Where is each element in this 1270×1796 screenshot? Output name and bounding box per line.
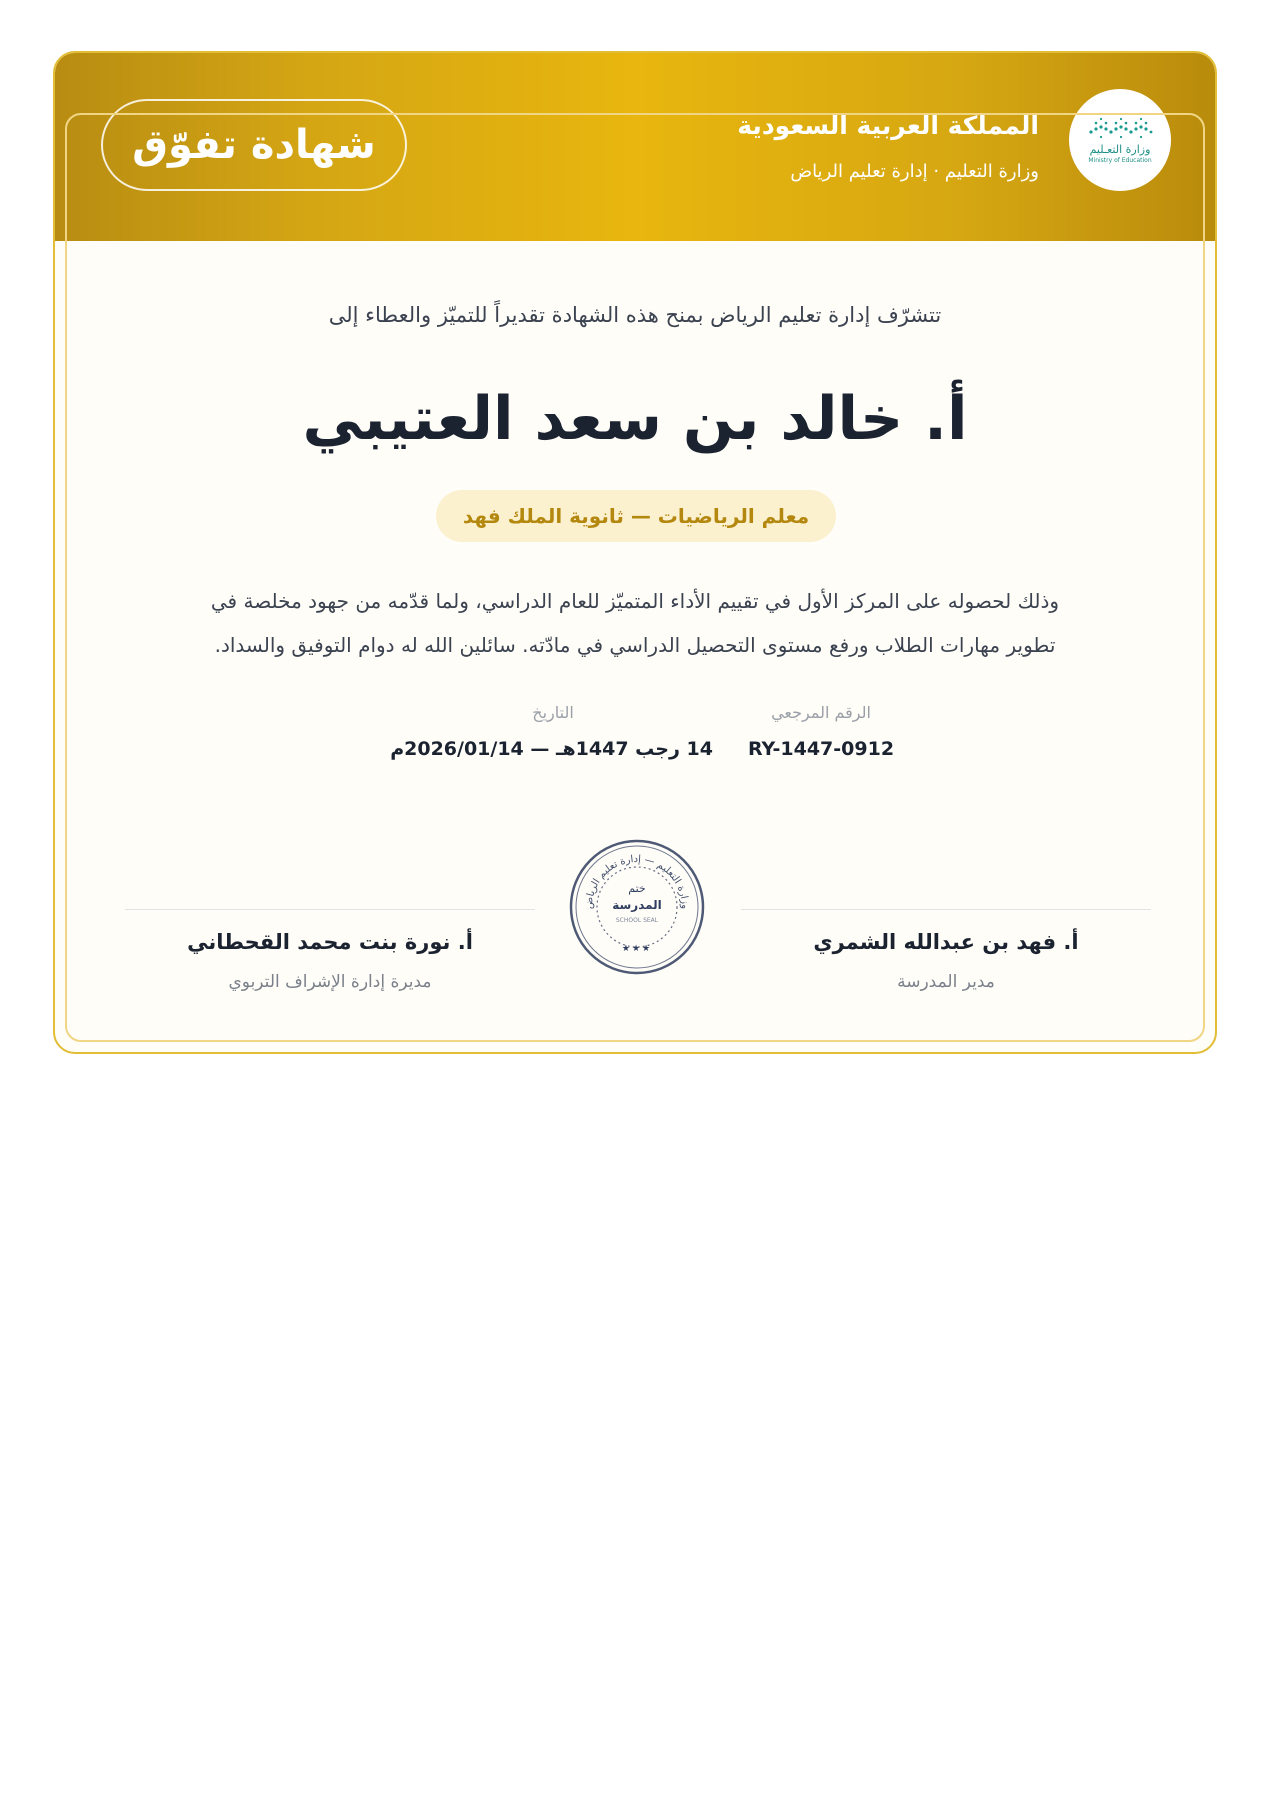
signature-line xyxy=(125,909,535,910)
citation-line-1: وذلك لحصوله على المركز الأول في تقييم الأداء المتميّز للعام الدراسي، ولما قدّمه من جهود مخلصة في xyxy=(210,589,1060,613)
emblem-text-arabic: وزارة التعـليم xyxy=(1089,143,1151,156)
ministry-of-education-logo-icon xyxy=(1087,116,1153,142)
certificate-card xyxy=(53,51,1217,1054)
reference-number-value: RY-1447-0912 xyxy=(747,738,895,760)
signature-role: مدير المدرسة xyxy=(897,972,995,992)
seal-word-stamp: ختم xyxy=(628,882,646,895)
kingdom-title: المملكة العربية السعودية xyxy=(737,111,1039,140)
recipient-role-badge xyxy=(436,490,836,542)
ministry-emblem xyxy=(1069,89,1171,191)
seal-stars: ★★★ xyxy=(621,944,653,954)
signature-supervisor xyxy=(125,907,535,992)
date-label: التاريخ xyxy=(532,703,574,722)
seal-ring-text: وزارة التعليم — إدارة تعليم الرياض xyxy=(583,853,691,910)
certificate-title-badge xyxy=(101,99,407,191)
signature-name: أ. نورة بنت محمد القحطاني xyxy=(187,930,473,954)
signature-role: مديرة إدارة الإشراف التربوي xyxy=(228,972,432,992)
signature-line xyxy=(741,909,1151,910)
intro-text: تتشرّف إدارة تعليم الرياض بمنح هذه الشهادة تقديراً للتميّز والعطاء إلى xyxy=(328,303,942,327)
recipient-name: أ. خالد بن سعد العتيبي xyxy=(302,384,968,454)
recipient-role: معلم الرياضيات — ثانوية الملك فهد xyxy=(462,504,810,528)
date-block xyxy=(390,703,713,760)
ministry-subtitle: وزارة التعليم · إدارة تعليم الرياض xyxy=(790,161,1039,182)
seal-word-school: المدرسة xyxy=(612,898,662,912)
signature-name: أ. فهد بن عبدالله الشمري xyxy=(813,930,1079,954)
certificate-title: شهادة تفوّق xyxy=(132,122,376,168)
school-seal xyxy=(568,838,706,976)
signature-principal xyxy=(741,907,1151,992)
reference-number-label: الرقم المرجعي xyxy=(771,703,871,722)
reference-number-block xyxy=(721,703,921,760)
citation-line-2: تطوير مهارات الطلاب ورفع مستوى التحصيل الدراسي في مادّته. سائلين الله له دوام التوفيق والسداد. xyxy=(214,633,1056,657)
seal-word-english: SCHOOL SEAL xyxy=(615,917,659,924)
certificate-header xyxy=(55,53,1215,241)
emblem-text-english: Ministry of Education xyxy=(1088,157,1152,164)
date-value: 14 رجب 1447هـ — 2026/01/14م xyxy=(390,738,713,760)
citation-text xyxy=(155,579,1115,667)
